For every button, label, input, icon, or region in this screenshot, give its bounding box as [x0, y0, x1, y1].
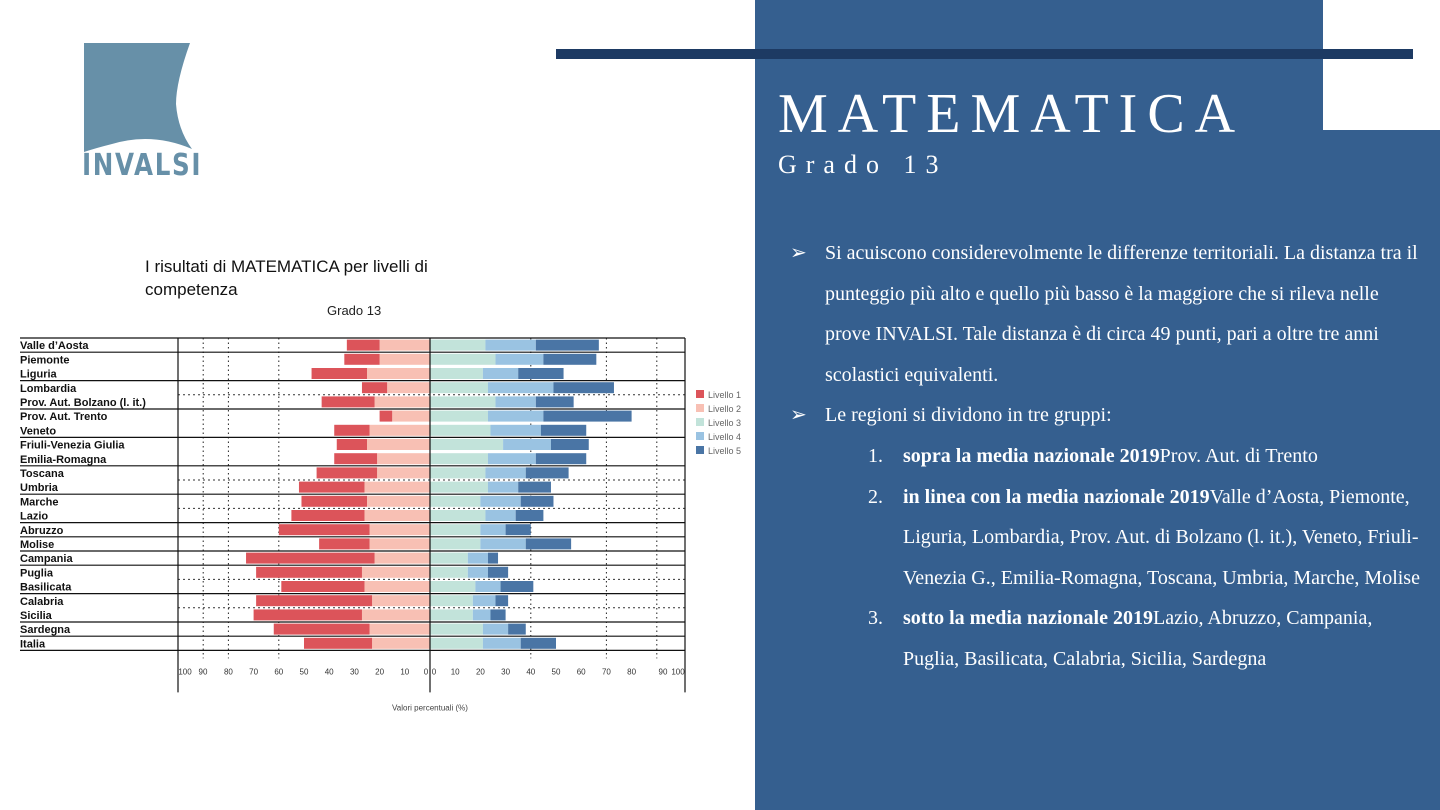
x-tick-label: 60 — [274, 667, 284, 677]
bar-livello-1 — [256, 567, 362, 578]
corner-notch — [1323, 0, 1440, 130]
bar-livello-4 — [483, 638, 521, 649]
group-item-3 — [790, 598, 1420, 679]
bar-livello-5 — [490, 609, 505, 620]
group-regions: Prov. Aut. di Trento — [1159, 444, 1318, 467]
bar-livello-1 — [319, 538, 369, 549]
x-tick-label: 80 — [223, 667, 233, 677]
bar-livello-2 — [377, 467, 430, 478]
category-label: Lazio — [20, 510, 49, 523]
logo-text: INVALSI — [82, 148, 203, 183]
x-tick-label: 100 — [178, 667, 192, 677]
bar-livello-5 — [543, 411, 631, 422]
bar-livello-1 — [337, 439, 367, 450]
bar-livello-3 — [430, 638, 483, 649]
legend-label: Livello 5 — [708, 446, 742, 456]
legend-swatch — [696, 404, 704, 412]
bullet-2 — [790, 395, 1420, 436]
category-label: Prov. Aut. Trento — [20, 411, 108, 424]
bar-livello-2 — [375, 396, 430, 407]
bar-livello-4 — [480, 524, 505, 535]
bar-livello-2 — [362, 567, 430, 578]
bar-livello-2 — [380, 340, 430, 351]
bar-livello-1 — [299, 482, 365, 493]
bar-livello-2 — [387, 382, 430, 393]
bar-livello-3 — [430, 467, 485, 478]
bar-livello-3 — [430, 553, 468, 564]
group-label: sopra la media nazionale 2019 — [903, 444, 1160, 467]
x-tick-label: 30 — [349, 667, 359, 677]
bar-livello-4 — [468, 567, 488, 578]
x-tick-label: 90 — [658, 667, 668, 677]
bar-livello-5 — [508, 624, 526, 635]
category-label: Calabria — [20, 595, 64, 608]
item-number: 1. — [868, 444, 883, 467]
legend-swatch — [696, 446, 704, 454]
category-label: Lombardia — [20, 382, 77, 395]
category-label: Prov. Aut. Bolzano (l. it.) — [20, 397, 146, 409]
bar-livello-4 — [473, 609, 491, 620]
bar-livello-1 — [301, 496, 367, 507]
bullet-text: Le regioni si dividono in tre gruppi: — [825, 404, 1112, 427]
x-tick-label: 20 — [475, 667, 485, 677]
bar-livello-3 — [430, 354, 496, 365]
legend-swatch — [696, 390, 704, 398]
bar-livello-1 — [344, 354, 379, 365]
bar-livello-3 — [430, 482, 488, 493]
chart-subtitle: Grado 13 — [327, 303, 382, 318]
legend-label: Livello 2 — [708, 404, 742, 414]
group-label: sotto la media nazionale 2019 — [903, 607, 1153, 630]
category-label: Emilia-Romagna — [20, 453, 107, 466]
bar-livello-3 — [430, 595, 473, 606]
category-label: Umbria — [20, 482, 58, 495]
category-label: Molise — [20, 539, 55, 551]
bar-livello-1 — [291, 510, 364, 521]
bar-livello-2 — [367, 368, 430, 379]
bar-livello-3 — [430, 496, 480, 507]
x-tick-label: 50 — [299, 667, 309, 677]
bar-livello-1 — [334, 425, 369, 436]
bar-livello-3 — [430, 524, 480, 535]
bar-livello-5 — [488, 567, 508, 578]
group-label: in linea con la media nazionale 2019 — [903, 485, 1210, 508]
bar-livello-1 — [274, 624, 370, 635]
bar-livello-5 — [543, 354, 596, 365]
bar-livello-3 — [430, 567, 468, 578]
bar-livello-1 — [334, 453, 377, 464]
bar-livello-4 — [480, 538, 525, 549]
bar-livello-3 — [430, 624, 483, 635]
bar-livello-4 — [468, 553, 488, 564]
bar-livello-1 — [347, 340, 380, 351]
bar-livello-5 — [536, 453, 586, 464]
bar-livello-2 — [367, 439, 430, 450]
x-tick-label: 0 — [431, 667, 437, 677]
slide-title: MATEMATICA — [778, 83, 1246, 145]
bar-livello-5 — [526, 538, 571, 549]
bar-livello-2 — [375, 553, 430, 564]
bar-livello-5 — [536, 340, 599, 351]
group-item-1 — [790, 436, 1420, 477]
bar-livello-2 — [372, 595, 430, 606]
bar-livello-2 — [370, 624, 430, 635]
bar-livello-5 — [518, 482, 551, 493]
bar-livello-4 — [496, 396, 536, 407]
bar-livello-3 — [430, 609, 473, 620]
bar-livello-2 — [364, 510, 430, 521]
bar-livello-2 — [364, 482, 430, 493]
legend-label: Livello 4 — [708, 432, 742, 442]
bar-livello-4 — [503, 439, 551, 450]
bar-livello-5 — [551, 439, 589, 450]
slide-subtitle: Grado 13 — [778, 150, 948, 179]
bar-livello-3 — [430, 411, 488, 422]
bar-livello-5 — [518, 368, 563, 379]
category-label: Friuli-Venezia Giulia — [20, 439, 125, 452]
bar-livello-2 — [380, 354, 430, 365]
bar-livello-4 — [490, 425, 540, 436]
legend-swatch — [696, 418, 704, 426]
x-tick-label: 10 — [450, 667, 460, 677]
x-tick-label: 20 — [375, 667, 385, 677]
bar-livello-1 — [317, 467, 377, 478]
category-label: Sardegna — [20, 624, 71, 637]
bar-livello-1 — [362, 382, 387, 393]
bar-livello-2 — [392, 411, 430, 422]
x-tick-label: 100 — [671, 667, 685, 677]
x-tick-label: 10 — [400, 667, 410, 677]
bar-livello-5 — [521, 496, 554, 507]
group-regions: Valle d’Aosta, Piemonte, Liguria, Lombardia, Prov. Aut. di Bolzano (l. it.), Veneto, Friuli-Venezia G., Emilia-Romagna, Toscana, Umbria, Marche, Molise — [903, 485, 1420, 589]
bar-livello-5 — [526, 467, 569, 478]
bar-livello-3 — [430, 382, 488, 393]
bar-livello-5 — [553, 382, 613, 393]
bar-livello-4 — [488, 482, 518, 493]
bar-livello-3 — [430, 368, 483, 379]
bar-livello-5 — [516, 510, 544, 521]
bar-livello-3 — [430, 510, 485, 521]
bullet-text: Si acuiscono considerevolmente le differenze territoriali. La distanza tra il punteggio più alto e quello più basso è la maggiore che si rileva nelle prove INVALSI. Tale distanza è di circa 49 punti, pari a oltre tre anni scolastici equivalenti. — [825, 242, 1418, 386]
x-axis-label: Valori percentuali (%) — [392, 703, 468, 713]
bar-livello-4 — [488, 411, 543, 422]
bar-livello-1 — [312, 368, 367, 379]
invalsi-logo — [72, 42, 204, 192]
bar-livello-4 — [488, 382, 554, 393]
bar-livello-3 — [430, 581, 475, 592]
bar-livello-4 — [496, 354, 544, 365]
bar-livello-4 — [485, 467, 525, 478]
bar-livello-2 — [362, 609, 430, 620]
category-label: Toscana — [20, 468, 64, 480]
chart-title: I risultati di MATEMATICA per livelli di competenza — [145, 257, 428, 299]
bar-livello-4 — [485, 510, 515, 521]
bar-livello-3 — [430, 340, 485, 351]
x-tick-label: 0 — [423, 667, 429, 677]
group-item-2 — [790, 477, 1420, 599]
bar-livello-5 — [541, 425, 586, 436]
bar-livello-1 — [322, 396, 375, 407]
category-label: Liguria — [20, 368, 57, 381]
bar-livello-4 — [485, 340, 535, 351]
bar-livello-5 — [488, 553, 498, 564]
bar-livello-1 — [304, 638, 372, 649]
category-label: Puglia — [20, 567, 54, 580]
bar-livello-2 — [370, 524, 430, 535]
category-label: Veneto — [20, 425, 57, 438]
bar-livello-4 — [480, 496, 520, 507]
bar-livello-5 — [496, 595, 509, 606]
x-tick-label: 60 — [576, 667, 586, 677]
bar-livello-5 — [501, 581, 534, 592]
legend-label: Livello 3 — [708, 418, 742, 428]
bar-livello-1 — [380, 411, 393, 422]
arrow-bullet-icon: ➢ — [790, 242, 807, 264]
category-label: Campania — [20, 553, 73, 566]
bullet-list — [790, 233, 1420, 680]
bar-livello-3 — [430, 439, 503, 450]
diverging-bar-chart — [12, 325, 757, 713]
header-rule — [556, 49, 1413, 59]
x-tick-label: 50 — [551, 667, 561, 677]
bar-livello-2 — [377, 453, 430, 464]
x-tick-label: 40 — [324, 667, 334, 677]
bar-livello-3 — [430, 453, 488, 464]
category-label: Marche — [20, 496, 59, 509]
arrow-bullet-icon: ➢ — [790, 404, 807, 427]
category-label: Valle d’Aosta — [20, 340, 89, 353]
x-tick-label: 80 — [627, 667, 637, 677]
bar-livello-1 — [254, 609, 362, 620]
bar-livello-5 — [536, 396, 574, 407]
bar-livello-2 — [370, 425, 430, 436]
category-label: Basilicata — [20, 581, 72, 594]
bar-livello-4 — [475, 581, 500, 592]
bar-livello-1 — [281, 581, 364, 592]
bar-livello-3 — [430, 396, 496, 407]
bar-livello-2 — [367, 496, 430, 507]
bar-livello-4 — [473, 595, 496, 606]
item-number: 2. — [868, 485, 883, 508]
category-label: Italia — [20, 638, 46, 651]
x-tick-label: 70 — [601, 667, 611, 677]
bar-livello-4 — [488, 453, 536, 464]
bar-livello-3 — [430, 425, 490, 436]
category-label: Sicilia — [20, 610, 52, 622]
legend-label: Livello 1 — [708, 390, 742, 400]
x-tick-label: 70 — [249, 667, 259, 677]
bar-livello-5 — [506, 524, 531, 535]
bar-livello-5 — [521, 638, 556, 649]
bar-livello-3 — [430, 538, 480, 549]
group-regions: Lazio, Abruzzo, Campania, Puglia, Basilicata, Calabria, Sicilia, Sardegna — [903, 607, 1373, 670]
bar-livello-1 — [279, 524, 370, 535]
x-tick-label: 90 — [198, 667, 208, 677]
bar-livello-2 — [370, 538, 430, 549]
bar-livello-2 — [372, 638, 430, 649]
bar-livello-4 — [483, 368, 518, 379]
category-label: Abruzzo — [20, 524, 64, 537]
category-label: Piemonte — [20, 354, 70, 367]
logo-mark-icon — [72, 42, 204, 152]
bar-livello-2 — [364, 581, 430, 592]
x-tick-label: 30 — [501, 667, 511, 677]
bullet-1 — [790, 233, 1420, 395]
item-number: 3. — [868, 607, 883, 630]
bar-livello-4 — [483, 624, 508, 635]
legend-swatch — [696, 432, 704, 440]
bar-livello-1 — [246, 553, 375, 564]
x-tick-label: 40 — [526, 667, 536, 677]
bar-livello-1 — [256, 595, 372, 606]
